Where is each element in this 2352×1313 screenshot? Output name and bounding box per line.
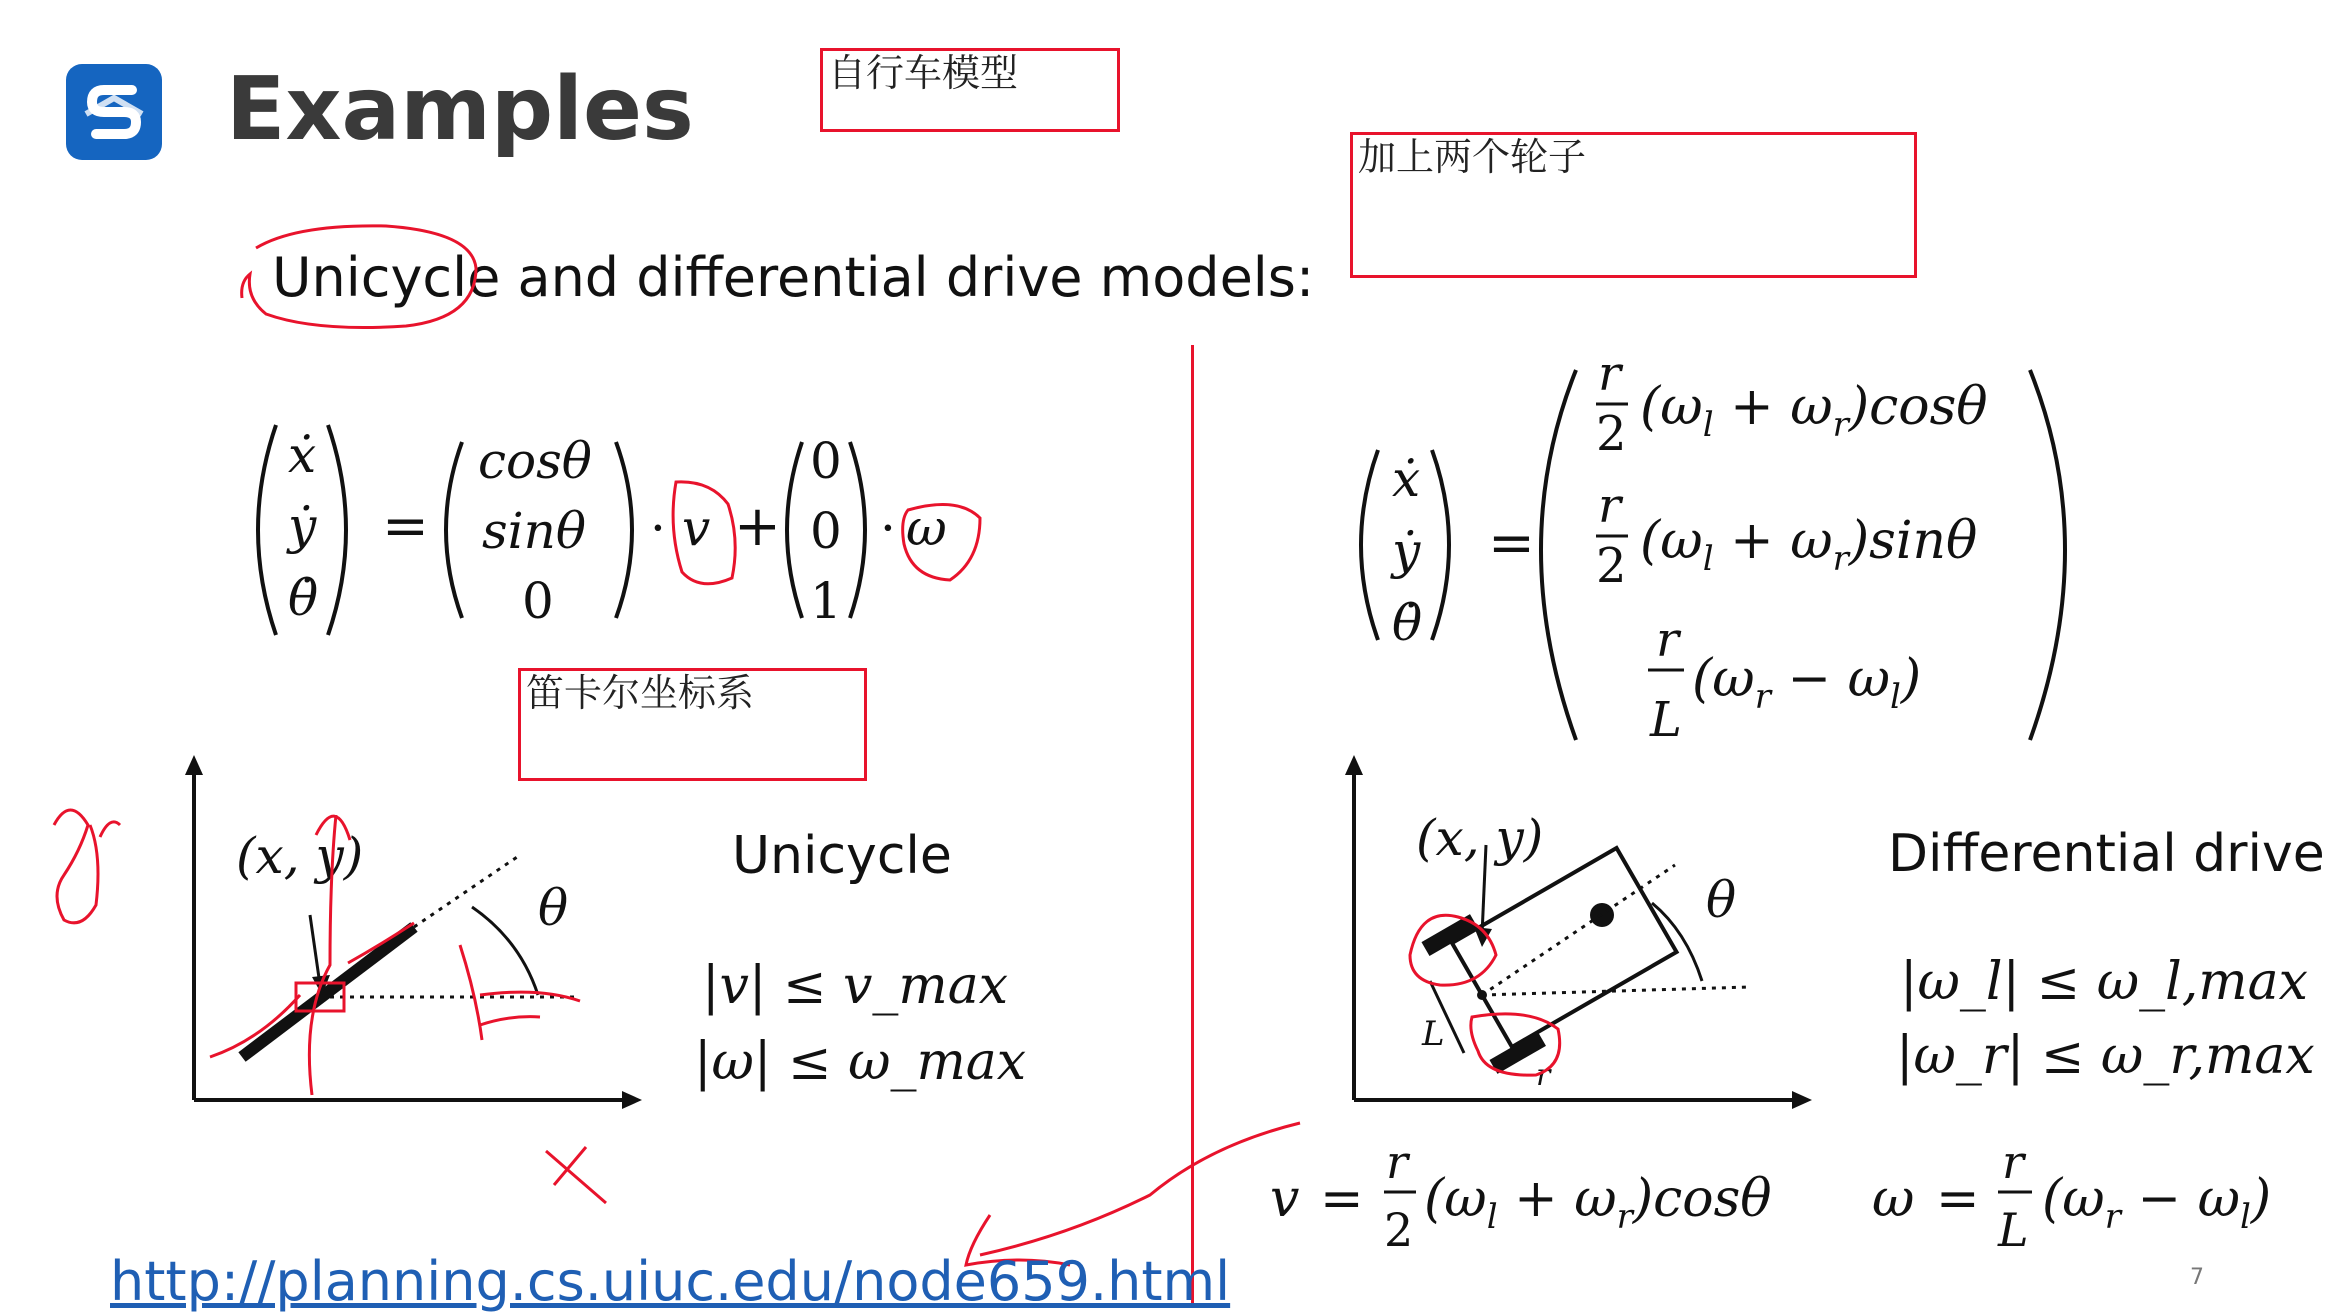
svg-text:2: 2	[1596, 538, 1627, 594]
unicycle-angle-label: θ	[538, 879, 569, 937]
handwritten-circle	[236, 218, 486, 338]
svg-text:ẋ: ẋ	[288, 426, 317, 484]
svg-text:0: 0	[810, 502, 842, 560]
svg-text:r: r	[1598, 350, 1621, 402]
svg-text:(ωr − ωl): $(\omega_r - \omega_l)$	[2042, 1169, 2272, 1237]
svg-text:θ̇: θ̇	[288, 569, 319, 627]
svg-text:0: 0	[522, 572, 554, 630]
svg-text:=: =	[1488, 511, 1535, 576]
svg-text:(ωl + ωr)sinθ: $(\omega_l + \omega_r)\sin\theta$	[1640, 511, 1978, 579]
svg-text:L: L	[1998, 1203, 2029, 1257]
unicycle-constraint-w: |ω| ≤ ω_max	[694, 1032, 1027, 1092]
svg-text:cosθ: cosθ	[478, 432, 592, 490]
svg-text:r: r	[1656, 612, 1679, 668]
annotation-text: 加上两个轮子	[1358, 135, 1587, 179]
annotation-two-wheels[interactable]	[1350, 132, 1917, 278]
diff-angle-label: θ	[1706, 871, 1737, 929]
svg-text:ω: ω	[1872, 1169, 1915, 1229]
diff-constraint-wl: |ω_l| ≤ ω_l,max	[1900, 952, 2308, 1012]
svg-text:2: 2	[1596, 406, 1627, 462]
svg-text:L: L	[1650, 692, 1682, 748]
svg-text:2: 2	[1384, 1203, 1414, 1257]
diff-point-label: (x, y)	[1416, 809, 1544, 867]
svg-text:v: v	[1270, 1169, 1300, 1229]
page-number: 7	[2190, 1265, 2204, 1290]
differential-equation	[1340, 350, 2080, 750]
svg-text:=: =	[1320, 1169, 1364, 1229]
svg-text:ẏ: ẏ	[1392, 522, 1421, 580]
svg-text:=: =	[1936, 1169, 1980, 1229]
svg-text:(ωl + ωr)cosθ: $(\omega_l + \omega_r)\cos\theta$	[1424, 1169, 1772, 1237]
slide-title: Examples	[226, 58, 694, 160]
svg-text:v: v	[682, 499, 711, 557]
unicycle-label: Unicycle	[732, 826, 952, 886]
bottom-formulas	[1260, 1130, 2320, 1280]
unicycle-point-label: (x, y)	[236, 827, 364, 885]
svg-text:0: 0	[810, 432, 842, 490]
svg-text:ẋ: ẋ	[1392, 450, 1421, 508]
svg-text:+: +	[734, 494, 781, 559]
svg-text:r: r	[1598, 478, 1621, 534]
annotation-text: 笛卡尔坐标系	[526, 671, 755, 715]
unicycle-equation	[240, 410, 1020, 650]
slide-subtitle: Unicycle and differential drive models:	[272, 246, 1315, 309]
svg-text:·: ·	[880, 499, 896, 557]
source-link[interactable]: http://planning.cs.uiuc.edu/node659.html	[110, 1250, 1231, 1313]
svg-text:·: ·	[650, 499, 666, 557]
annotation-text: 自行车模型	[828, 51, 1019, 95]
svg-text:ω: ω	[906, 499, 947, 557]
svg-text:r: r	[2002, 1135, 2024, 1189]
svg-text:ẏ: ẏ	[288, 497, 317, 555]
differential-label: Differential drive	[1888, 824, 2325, 884]
logo-icon	[66, 64, 162, 160]
unicycle-diagram	[40, 755, 660, 1215]
svg-text:θ̇: θ̇	[1392, 594, 1423, 652]
annotation-bicycle-model[interactable]	[820, 48, 1120, 132]
svg-text:=: =	[382, 494, 429, 559]
differential-diagram	[1330, 755, 1830, 1135]
svg-text:r: r	[1386, 1135, 1408, 1189]
diff-L-label: L	[1422, 1014, 1445, 1054]
svg-text:sinθ: sinθ	[482, 502, 586, 560]
svg-text:(ωr − ωl): $(\omega_r - \omega_l)$	[1692, 649, 1922, 717]
svg-text:(ωl + ωr)cosθ: $(\omega_l + \omega_r)\cos\theta$	[1640, 377, 1988, 445]
diff-r-label: r	[1536, 1058, 1551, 1093]
unicycle-constraint-v: |v| ≤ v_max	[702, 956, 1009, 1016]
svg-text:1: 1	[810, 572, 842, 630]
diff-constraint-wr: |ω_r| ≤ ω_r,max	[1896, 1026, 2315, 1086]
